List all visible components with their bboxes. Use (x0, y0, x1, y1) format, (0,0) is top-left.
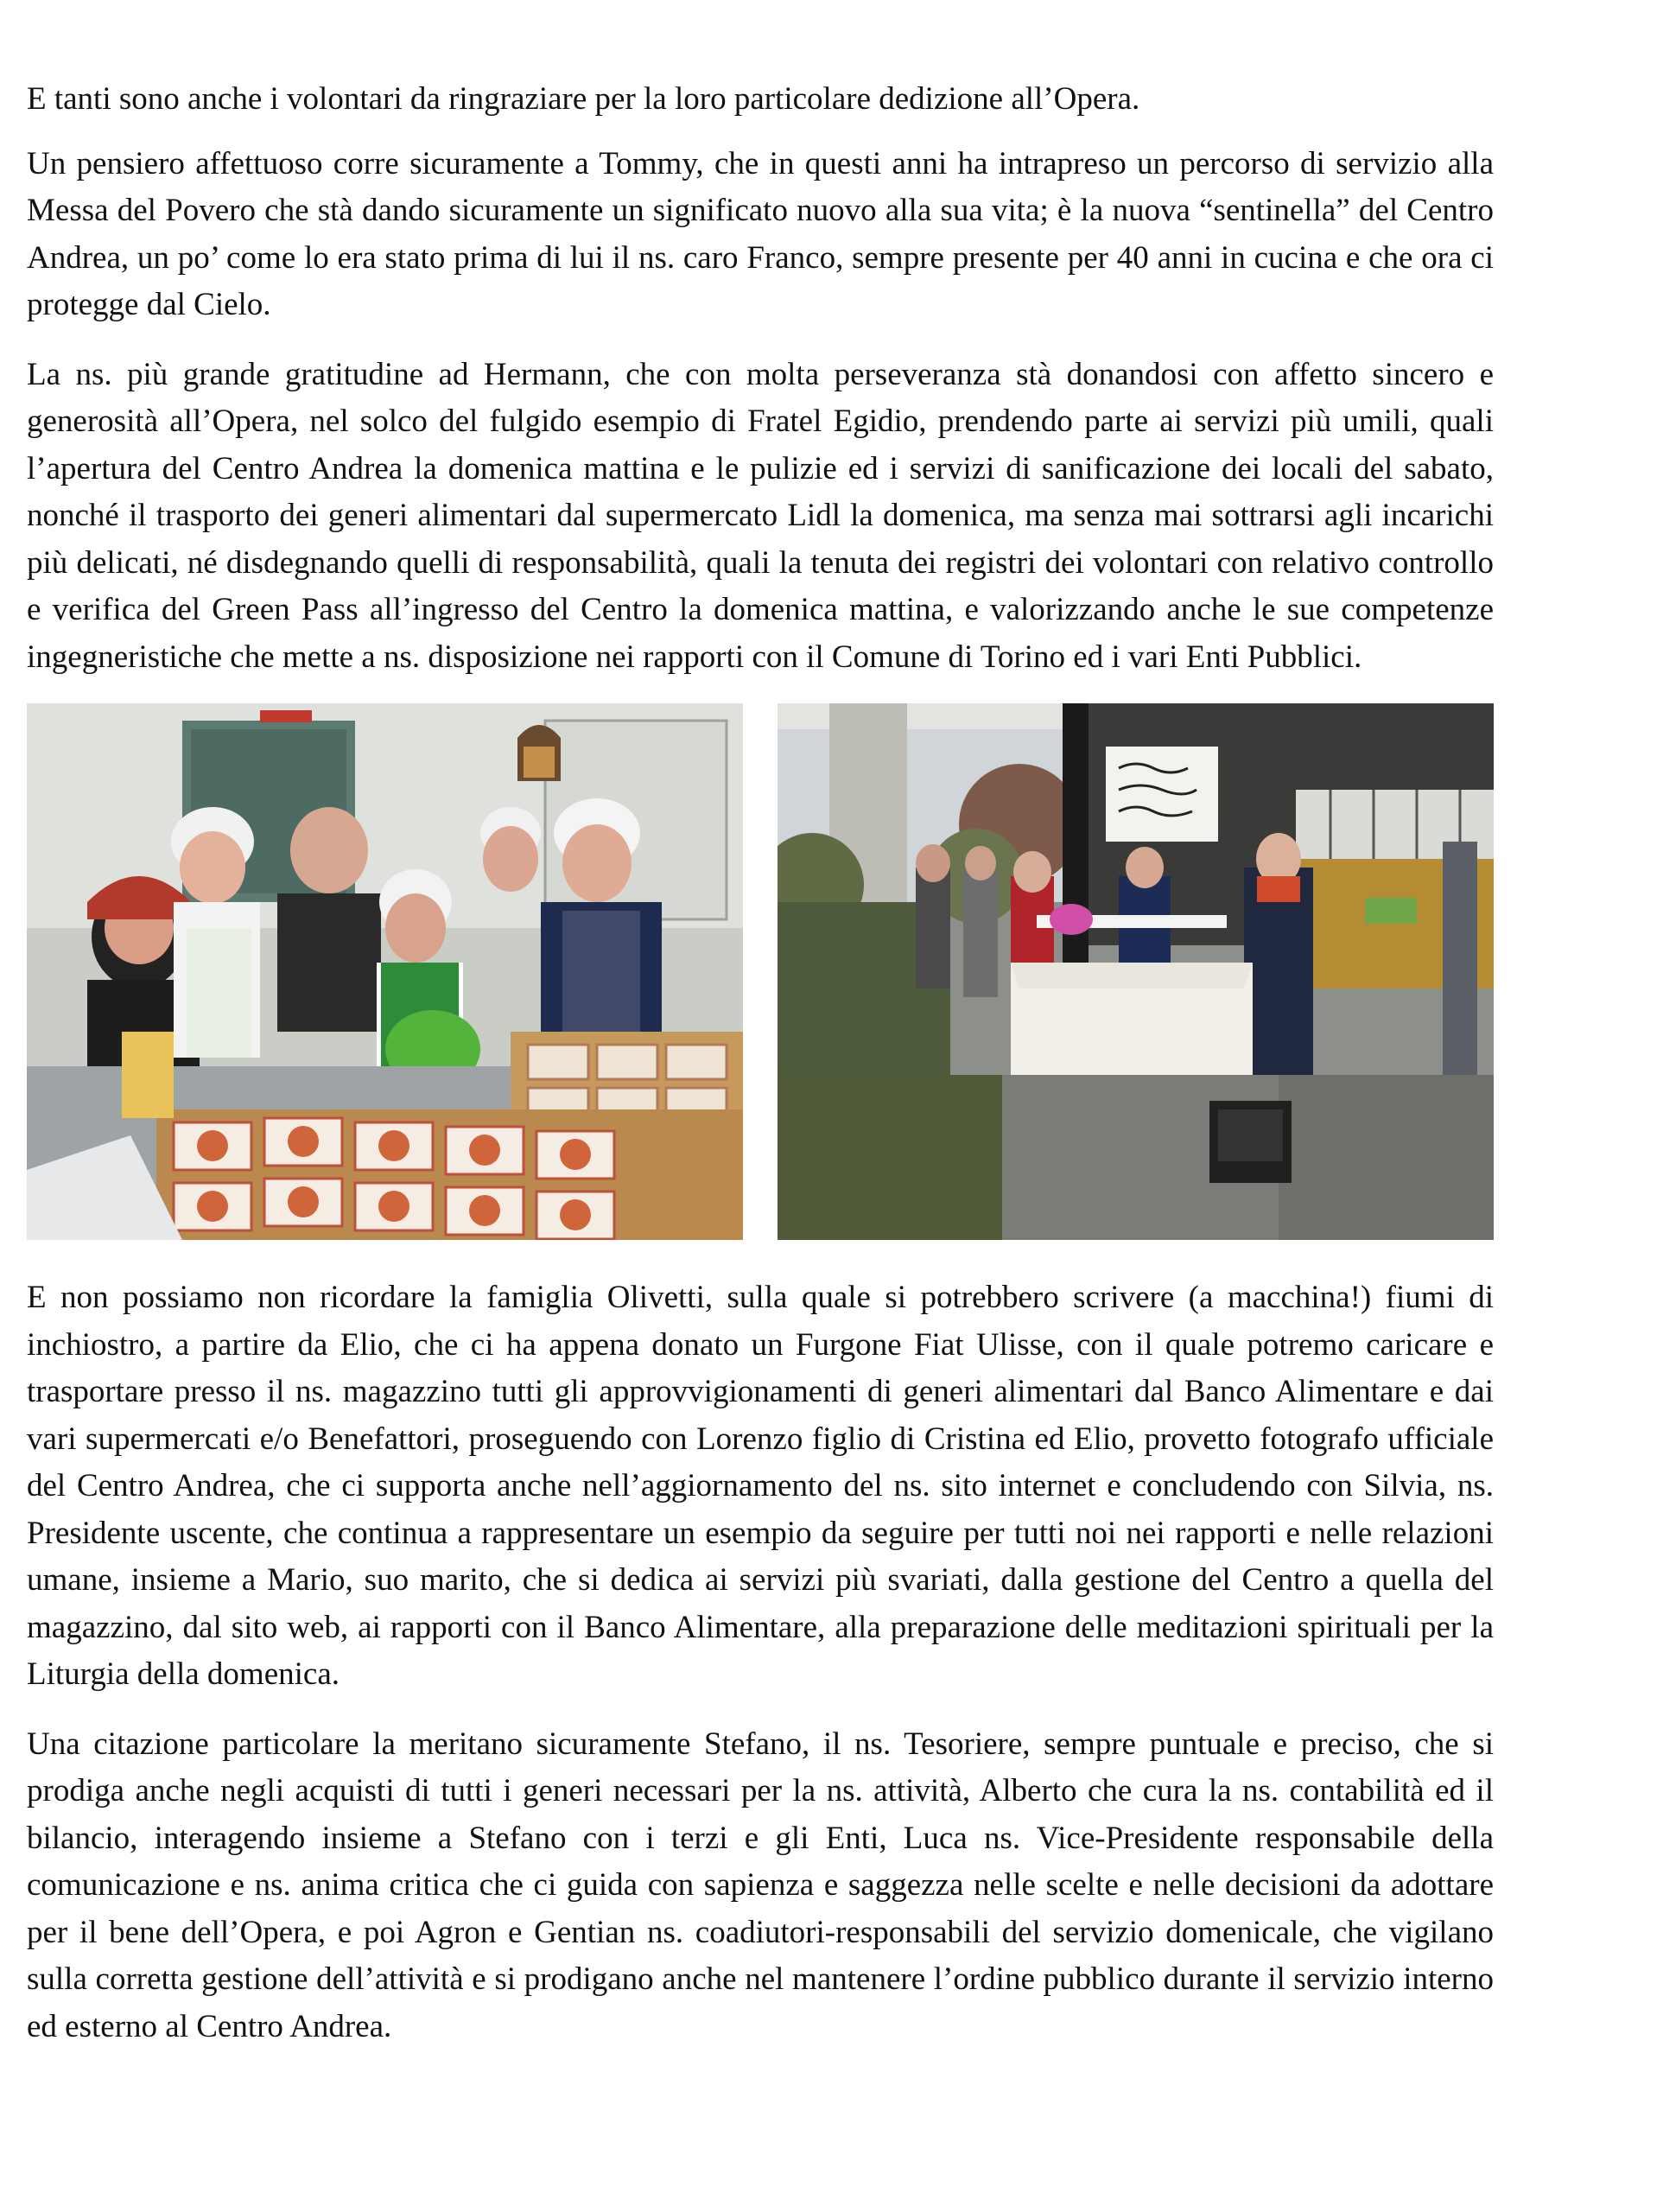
kitchen-photo-icon (27, 703, 743, 1240)
outdoor-mass-photo (778, 703, 1494, 1240)
paragraph-olivetti: E non possiamo non ricordare la famiglia Olivetti, sulla quale si potrebbero scrivere (a macchina!) fiumi di inchiostro, a partire da Elio, che ci ha appena donato un Furgone Fiat Ulisse, con il quale potremo caricare e trasportare presso il ns. magazzino tutti gli approvvigionamenti di generi alimentari dal Banco Alimentare e dai vari supermercati e/o Benefattori, proseguendo con Lorenzo figlio di Cristina ed Elio, provetto fotografo ufficiale del Centro Andrea, che ci supporta anche nell’aggiornamento del ns. sito internet e concludendo con Silvia, ns. Presidente uscente, che continua a rappresentare un esempio da seguire per tutti noi nei rapporti e nelle relazioni umane, insieme a Mario, suo marito, che si dedica ai servizi più svariati, dalla gestione del Centro a quella del magazzino, dal sito web, ai rapporti con il Banco Alimentare, alla preparazione delle meditazioni spirituali per la Liturgia della domenica. (27, 1280, 1494, 1692)
kitchen-volunteers-photo (27, 703, 743, 1240)
paragraph-tommy: Un pensiero affettuoso corre sicuramente a Tommy, che in questi anni ha intrapreso un percorso di servizio alla Messa del Povero che stà dando sicuramente un significato nuovo alla sua vita; è la nuova “sentinella” del Centro Andrea, un po’ come lo era stato prima di lui il ns. caro Franco, sempre presente per 40 anni in cucina e che ora ci protegge dal Cielo. (27, 145, 1494, 322)
outdoor-photo-icon (778, 703, 1494, 1240)
document-page (27, 76, 1494, 2073)
photo-row (27, 703, 1494, 1240)
paragraph-hermann: La ns. più grande gratitudine ad Hermann, che con molta perseveranza stà donandosi con affetto sincero e generosità all’Opera, nel solco del fulgido esempio di Fratel Egidio, prendendo parte ai servizi più umili, quali l’apertura del Centro Andrea la domenica mattina e le pulizie ed i servizi di sanificazione dei locali del sabato, nonché il trasporto dei generi alimentari dal supermercato Lidl la domenica, ma senza mai sottrarsi agli incarichi più delicati, né disdegnando quelli di responsabilità, quali la tenuta dei registri dei volontari con relativo controllo e verifica del Green Pass all’ingresso del Centro la domenica mattina, e valorizzando anche le sue competenze ingegneristiche che mette a ns. disposizione nei rapporti con il Comune di Torino ed i vari Enti Pubblici. (27, 356, 1494, 675)
paragraph-volunteers-intro: E tanti sono anche i volontari da ringraziare per la loro particolare dedizione all’Opera. (27, 81, 1140, 117)
paragraph-stefano: Una citazione particolare la meritano sicuramente Stefano, il ns. Tesoriere, sempre puntuale e preciso, che si prodiga anche negli acquisti di tutti i generi necessari per la ns. attività, Alberto che cura la ns. contabilità ed il bilancio, interagendo insieme a Stefano con i terzi e gli Enti, Luca ns. Vice-Presidente responsabile della comunicazione e ns. anima critica che ci guida con sapienza e saggezza nelle scelte e nelle decisioni da adottare per il bene dell’Opera, e poi Agron e Gentian ns. coadiutori-responsabili del servizio domenicale, che vigilano sulla corretta gestione dell’attività e si prodigano anche nel mantenere l’ordine pubblico durante il servizio interno ed esterno al Centro Andrea. (27, 1726, 1494, 2044)
